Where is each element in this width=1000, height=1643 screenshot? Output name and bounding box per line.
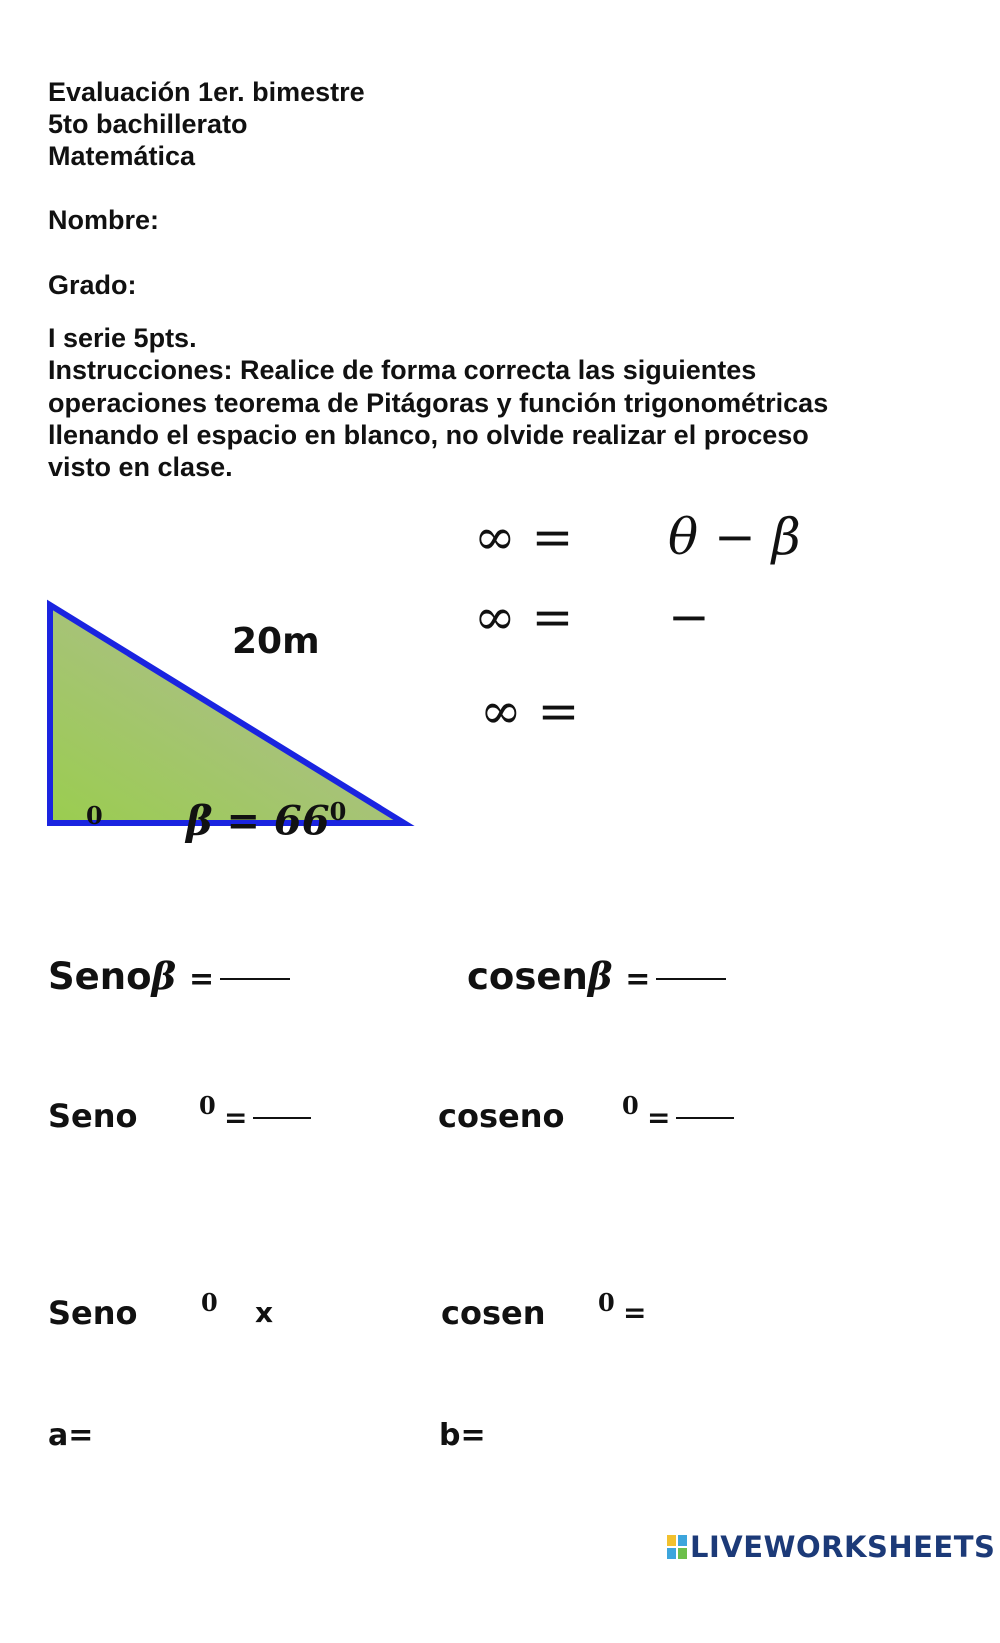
b-result-label: b= [439,1418,486,1453]
liveworksheets-logo-text: LIVEWORKSHEETS [690,1530,996,1564]
doc-subject: Matemática [48,141,196,171]
seno-beta-row [48,956,290,1000]
coseno-2-equals: = [647,1101,671,1134]
cosen-3-equals: = [623,1296,647,1329]
seno-beta-label: Seno [48,955,152,998]
instructions-line-1: Instrucciones: Realice de forma correcta las siguientes [48,355,757,385]
nombre-label: Nombre: [48,205,160,235]
right-angle-mark: 0 [86,801,103,830]
seno-2-degree: 0 [199,1091,216,1120]
liveworksheets-logo-icon [666,1534,688,1560]
beta-angle-degree: 0 [329,797,347,826]
equation-2-right: − [668,588,710,646]
seno-beta-symbol: β [151,954,177,998]
cosen-beta-equals: = [625,962,651,997]
cosen-beta-row [467,956,726,1000]
doc-grade-level: 5to bachillerato [48,109,248,139]
cosen-3-label: cosen [441,1294,546,1332]
grado-label: Grado: [48,270,137,300]
seno-2-answer-blank[interactable] [253,1117,311,1119]
equation-1-left: ∞ = [474,508,574,566]
seno-beta-equals: = [188,962,215,997]
coseno-2-degree: 0 [622,1091,639,1120]
seno-2-equals-row [224,1098,311,1136]
seno-2-label: Seno [48,1097,138,1135]
seno-3-degree: 0 [201,1288,218,1317]
coseno-2-equals-row [647,1098,734,1136]
equation-3-left: ∞ = [480,682,580,740]
liveworksheets-logo[interactable] [666,1531,995,1563]
doc-title: Evaluación 1er. bimestre [48,77,365,107]
cosen-beta-answer-blank[interactable] [656,978,726,980]
beta-angle-text: β = 66 [186,797,330,845]
seno-2-equals: = [224,1101,248,1134]
instructions-line-2: operaciones teorema de Pitágoras y función trigonométricas [48,388,829,418]
equation-2-left: ∞ = [474,588,574,646]
cosen-3-degree: 0 [598,1288,615,1317]
serie-label: I serie 5pts. [48,323,197,353]
coseno-2-answer-blank[interactable] [676,1117,734,1119]
instructions-line-4: visto en clase. [48,452,233,482]
instructions-line-3: llenando el espacio en blanco, no olvide realizar el proceso [48,420,809,450]
cosen-beta-symbol: β [587,954,613,998]
beta-angle-label [186,790,346,843]
hypotenuse-label: 20m [232,621,320,662]
a-result-label: a= [48,1418,94,1453]
seno-beta-answer-blank[interactable] [220,978,290,980]
seno-3-label: Seno [48,1294,138,1332]
coseno-2-label: coseno [438,1097,565,1135]
equation-1-right: θ − β [668,508,801,566]
seno-3-multiply: x [255,1296,274,1329]
cosen-beta-label: cosen [467,955,588,998]
